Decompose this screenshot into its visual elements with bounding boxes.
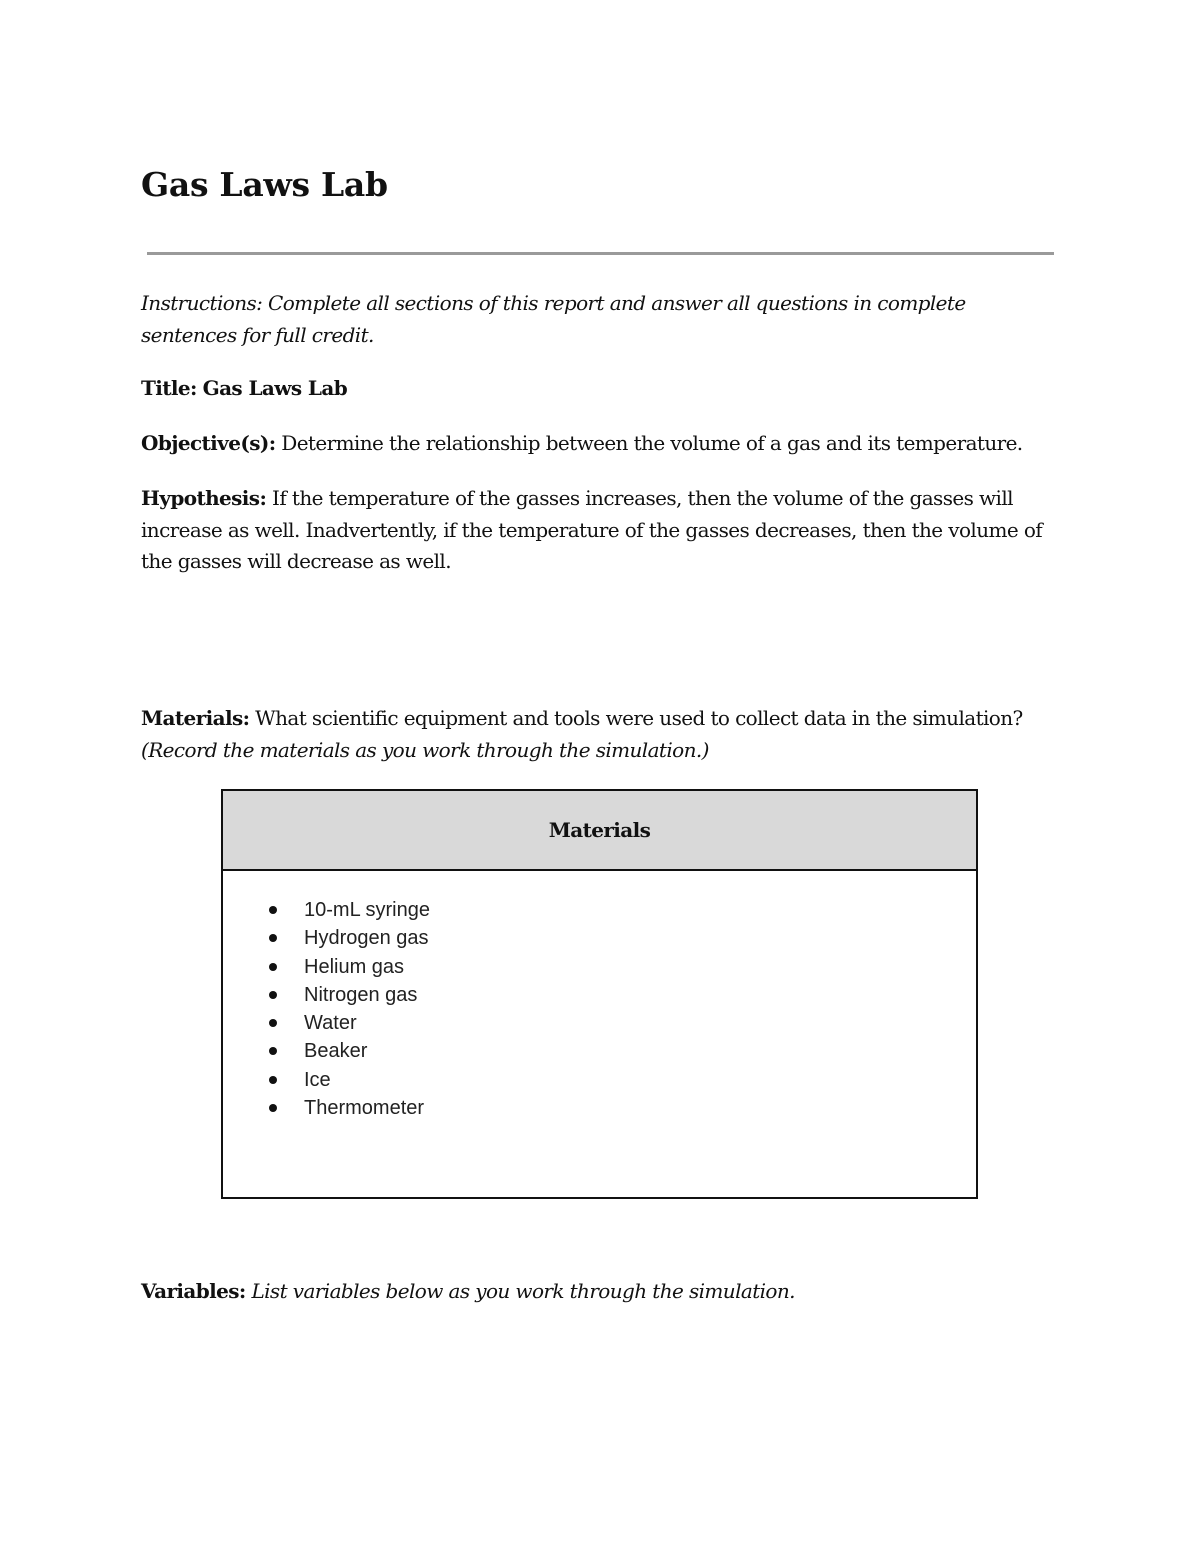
objective-label: Objective(s): [141, 431, 276, 455]
bullet-icon [269, 963, 277, 971]
bullet-icon [269, 1104, 277, 1112]
bullet-icon [269, 1076, 277, 1084]
list-item [268, 1009, 976, 1037]
list-item [268, 953, 976, 981]
objective-section [141, 428, 1056, 460]
bullet-icon [269, 991, 277, 999]
materials-table-body [223, 871, 976, 1122]
materials-label: Materials: [141, 706, 250, 730]
materials-list [223, 896, 976, 1122]
bullet-icon [269, 1047, 277, 1055]
bullet-icon [269, 906, 277, 914]
variables-section [141, 1276, 1056, 1308]
title-field-label: Title: [141, 376, 197, 400]
list-item-text: Thermometer [304, 1097, 425, 1120]
materials-section [141, 703, 1056, 766]
list-item [268, 1094, 976, 1122]
list-item-text: Helium gas [304, 955, 405, 978]
list-item-text: Ice [304, 1068, 331, 1091]
list-item [268, 896, 976, 924]
list-item [268, 1037, 976, 1065]
materials-table-header: Materials [223, 791, 976, 871]
variables-label: Variables: [141, 1279, 246, 1303]
hypothesis-text: If the temperature of the gasses increases, then the volume of the gasses will increase as well. Inadvertently, if the temperature of the gasses decreases, then the volume of the gasses will decrease as well. [141, 486, 1043, 573]
title-divider [147, 252, 1054, 255]
list-item [268, 981, 976, 1009]
hypothesis-label: Hypothesis: [141, 486, 267, 510]
instructions [141, 288, 1056, 351]
list-item-text: Water [304, 1012, 357, 1035]
bullet-icon [269, 1019, 277, 1027]
list-item-text: Hydrogen gas [304, 927, 429, 950]
list-item-text: 10-mL syringe [304, 899, 430, 921]
list-item-text: Nitrogen gas [304, 983, 418, 1006]
materials-note: (Record the materials as you work through the simulation.) [141, 737, 709, 762]
title-field [141, 373, 1056, 405]
materials-question: What scientific equipment and tools were used to collect data in the simulation? [255, 706, 1023, 730]
materials-table [221, 789, 978, 1199]
list-item-text: Beaker [304, 1040, 368, 1063]
list-item [268, 924, 976, 952]
objective-text: Determine the relationship between the volume of a gas and its temperature. [281, 431, 1023, 455]
list-item [268, 1066, 976, 1094]
document-title: Gas Laws Lab [141, 165, 388, 204]
instructions-text: Instructions: Complete all sections of this report and answer all questions in complete sentences for full credit. [141, 291, 966, 347]
bullet-icon [269, 934, 277, 942]
title-field-value: Gas Laws Lab [202, 376, 348, 400]
variables-text: List variables below as you work through the simulation. [251, 1279, 795, 1303]
hypothesis-section [141, 483, 1056, 578]
